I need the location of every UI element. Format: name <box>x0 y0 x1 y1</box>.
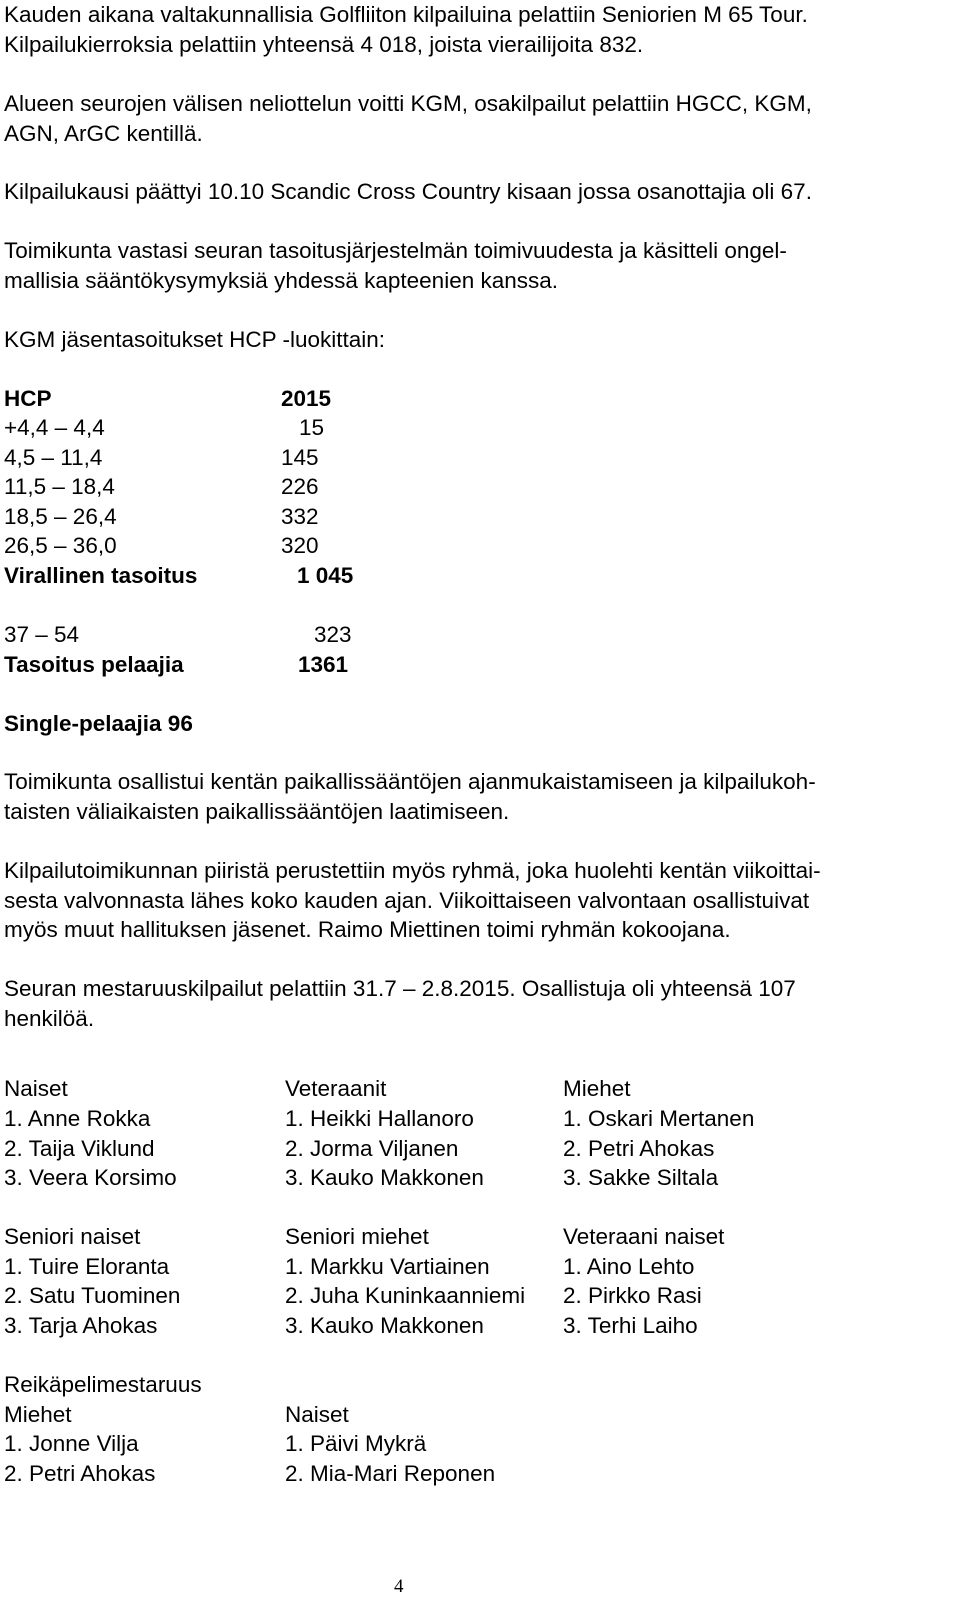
results-header-row <box>4 1074 934 1104</box>
results-row <box>4 1311 934 1341</box>
results-row <box>4 1163 934 1193</box>
result-entry: 1. Päivi Mykrä <box>285 1431 427 1456</box>
hcp-range: 18,5 – 26,4 <box>4 504 117 529</box>
result-entry: 2. Petri Ahokas <box>563 1136 715 1161</box>
result-entry: 3. Veera Korsimo <box>4 1165 177 1190</box>
results-row <box>4 1429 934 1459</box>
results-row <box>4 1252 934 1282</box>
text-line: Toimikunta vastasi seuran tasoitusjärjestelmän toimivuudesta ja käsitteli ongel- <box>4 238 787 263</box>
result-entry: 1. Markku Vartiainen <box>285 1254 490 1279</box>
hcp-range: 11,5 – 18,4 <box>4 474 115 499</box>
text-line: sesta valvonnasta lähes koko kauden ajan. Viikoittaiseen valvontaan osallistuivat <box>4 887 810 913</box>
results-row <box>4 1134 934 1164</box>
result-entry: 3. Kauko Makkonen <box>285 1313 484 1338</box>
result-entry: 3. Sakke Siltala <box>563 1165 719 1190</box>
text-line: Kauden aikana valtakunnallisia Golfliiton kilpailuina pelattiin Seniorien M 65 Tour. <box>4 2 808 27</box>
paragraph-valvonta <box>4 856 934 945</box>
hcp-total-value: 1361 <box>298 652 349 677</box>
category-seniori-miehet: Seniori miehet <box>285 1224 429 1249</box>
hcp-range: +4,4 – 4,4 <box>4 415 105 440</box>
hcp-count: 15 <box>299 415 325 440</box>
result-entry: 1. Tuire Eloranta <box>4 1254 170 1279</box>
hcp-range: 26,5 – 36,0 <box>4 533 117 558</box>
result-entry: 2. Jorma Viljanen <box>285 1136 459 1161</box>
reikapeli-title-row <box>4 1370 934 1400</box>
text-line: Seuran mestaruuskilpailut pelattiin 31.7 – 2.8.2015. Osallistuja oli yhteensä 107 <box>4 976 796 1001</box>
result-entry: 2. Juha Kuninkaanniemi <box>285 1283 526 1308</box>
hcp-header-label: HCP <box>4 386 52 411</box>
results-row <box>4 1104 934 1134</box>
result-entry: 1. Anne Rokka <box>4 1106 151 1131</box>
results-header-row <box>4 1400 934 1430</box>
paragraph-tasoitusjarjestelma <box>4 236 934 295</box>
hcp-official-value: 1 045 <box>297 563 354 588</box>
text-line: AGN, ArGC kentillä. <box>4 120 203 146</box>
result-entry: 2. Mia-Mari Reponen <box>285 1461 496 1486</box>
hcp-count: 320 <box>281 533 319 558</box>
text-line: mallisia sääntökysymyksiä yhdessä kapteenien kanssa. <box>4 267 559 293</box>
text-line: Kilpailukierroksia pelattiin yhteensä 4 018, joista vierailijoita 832. <box>4 31 644 57</box>
paragraph-kilpailukausi <box>4 177 934 207</box>
text-line: Kilpailukausi päättyi 10.10 Scandic Cross Country kisaan jossa osanottajia oli 67. <box>4 179 812 204</box>
category-veteraani-naiset: Veteraani naiset <box>563 1224 725 1249</box>
hcp-count: 332 <box>281 504 319 529</box>
text-line: taisten väliaikaisten paikallissääntöjen laatimiseen. <box>4 798 510 824</box>
text-line: myös muut hallituksen jäsenet. Raimo Miettinen toimi ryhmän kokoojana. <box>4 917 731 942</box>
paragraph-tour <box>4 0 934 59</box>
paragraph-mestaruus <box>4 974 934 1033</box>
hcp-count: 145 <box>281 445 319 470</box>
result-entry: 2. Satu Tuominen <box>4 1283 181 1308</box>
hcp-official-label: Virallinen tasoitus <box>4 563 198 588</box>
result-entry: 3. Tarja Ahokas <box>4 1313 158 1338</box>
result-entry: 1. Heikki Hallanoro <box>285 1106 474 1131</box>
text-line: Toimikunta osallistui kentän paikallissääntöjen ajanmukaistamiseen ja kilpailukoh- <box>4 769 816 794</box>
result-entry: 1. Jonne Vilja <box>4 1431 139 1456</box>
category-naiset: Naiset <box>285 1402 349 1427</box>
result-entry: 1. Oskari Mertanen <box>563 1106 755 1131</box>
results-row <box>4 1459 934 1489</box>
hcp-header-year: 2015 <box>281 386 332 411</box>
hcp-extra-value: 323 <box>314 622 352 647</box>
page-number: 4 <box>394 1576 404 1597</box>
category-miehet: Miehet <box>4 1402 72 1427</box>
single-players-text: Single-pelaajia 96 <box>4 711 193 736</box>
result-entry: 3. Terhi Laiho <box>563 1313 698 1338</box>
result-entry: 2. Taija Viklund <box>4 1136 155 1161</box>
result-entry: 1. Aino Lehto <box>563 1254 695 1279</box>
results-header-row <box>4 1222 934 1252</box>
category-naiset: Naiset <box>4 1076 68 1101</box>
hcp-total-label: Tasoitus pelaajia <box>4 652 184 677</box>
category-miehet: Miehet <box>563 1076 631 1101</box>
text-line: KGM jäsentasoitukset HCP -luokittain: <box>4 327 385 352</box>
result-entry: 3. Kauko Makkonen <box>285 1165 484 1190</box>
text-line: Kilpailutoimikunnan piiristä perustettiin myös ryhmä, joka huolehti kentän viikoittai- <box>4 858 821 883</box>
hcp-extra-label: 37 – 54 <box>4 622 80 647</box>
category-veteraanit: Veteraanit <box>285 1076 387 1101</box>
paragraph-paikallissaannot <box>4 767 934 826</box>
text-line: henkilöä. <box>4 1005 95 1031</box>
category-seniori-naiset: Seniori naiset <box>4 1224 141 1249</box>
results-row <box>4 1281 934 1311</box>
result-entry: 2. Pirkko Rasi <box>563 1283 702 1308</box>
result-entry: 2. Petri Ahokas <box>4 1461 156 1486</box>
hcp-count: 226 <box>281 474 319 499</box>
reikapeli-title: Reikäpelimestaruus <box>4 1372 202 1397</box>
paragraph-hcp-heading <box>4 325 934 355</box>
text-line: Alueen seurojen välisen neliottelun voitti KGM, osakilpailut pelattiin HGCC, KGM, <box>4 91 812 116</box>
paragraph-neliottelu <box>4 89 934 148</box>
hcp-range: 4,5 – 11,4 <box>4 445 103 470</box>
